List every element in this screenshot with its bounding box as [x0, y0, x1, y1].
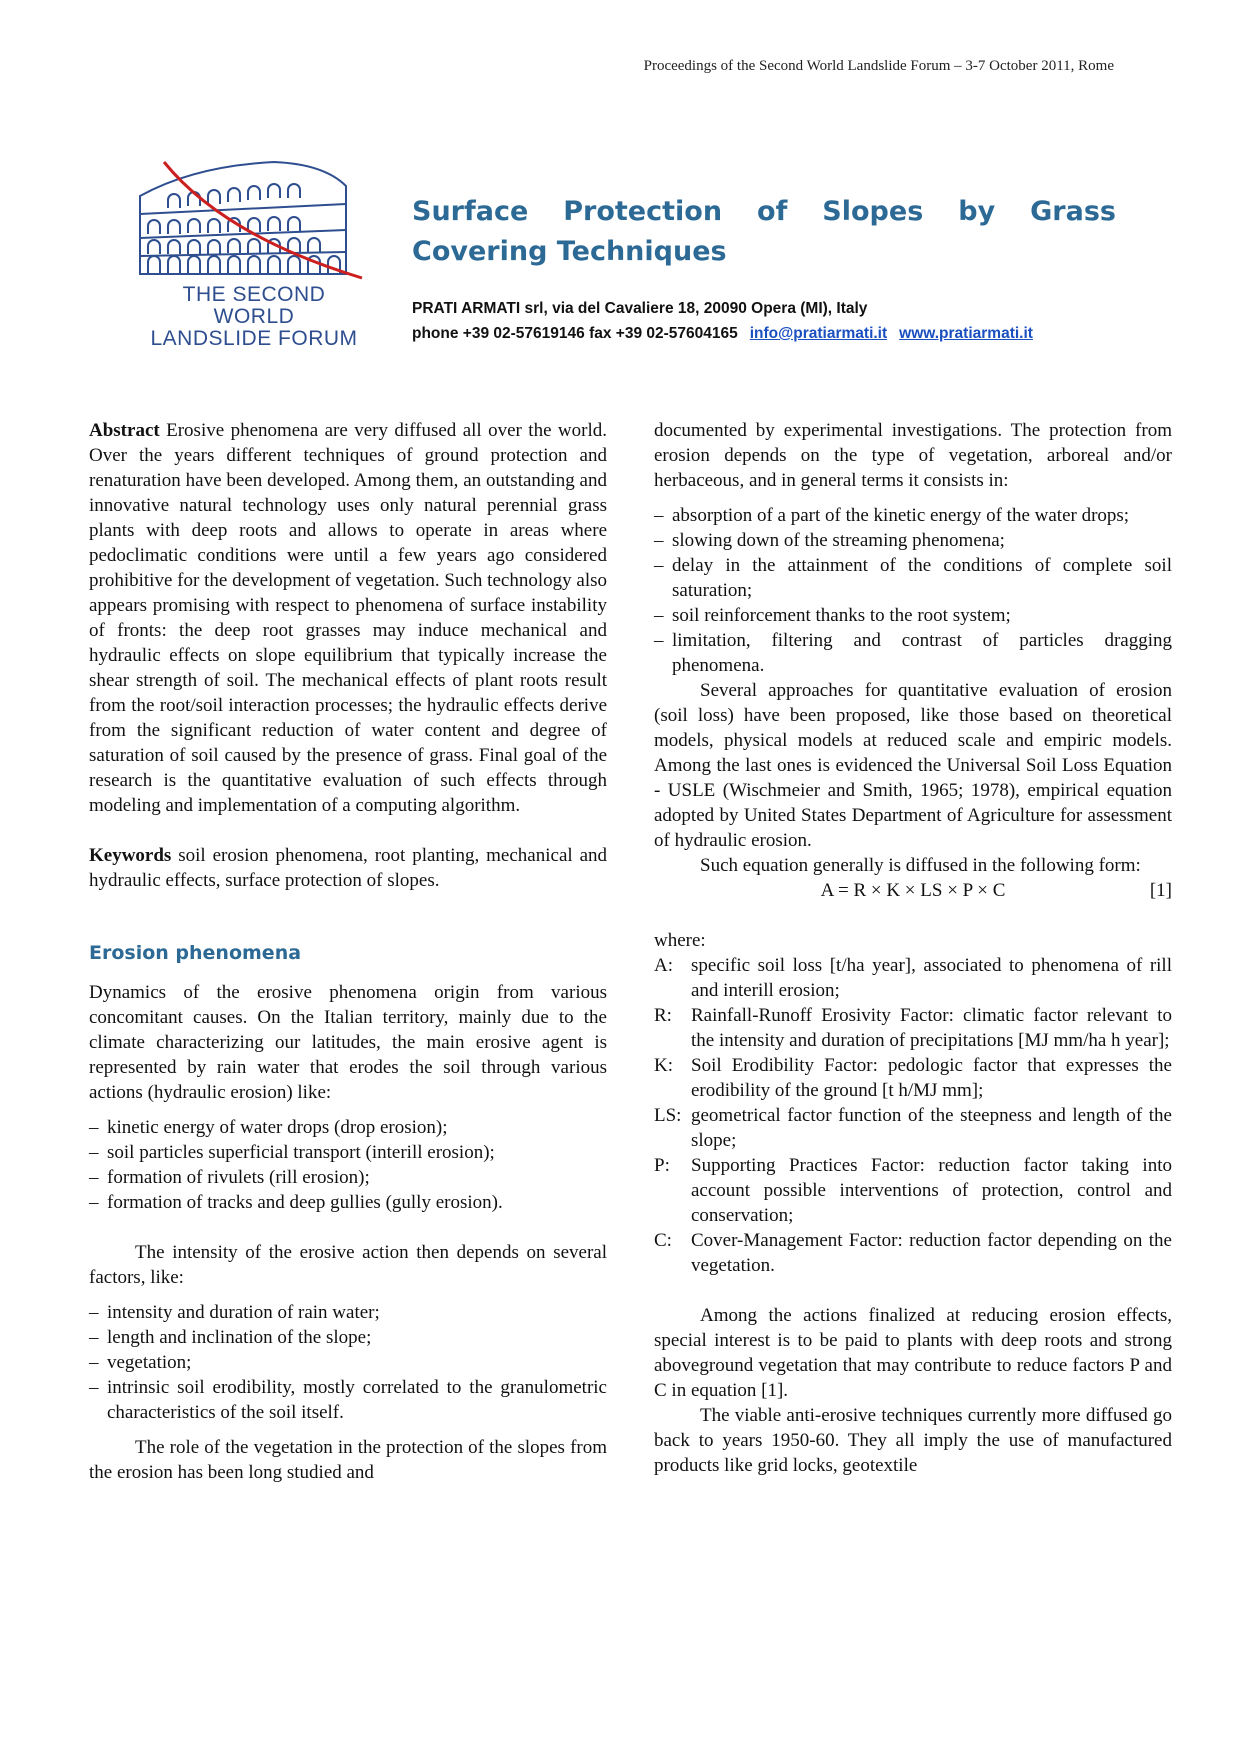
paragraph: Dynamics of the erosive phenomena origin from various concomitant causes. On the Italian territory, mainly due to the climate characterizing our latitudes, the main erosive agent is represented by rain water that erodes the soil through various actions (hydraulic erosion) like: [89, 982, 607, 1103]
definition-item [654, 953, 1172, 1003]
contact-line [412, 321, 1132, 346]
paragraph: Such equation generally is diffused in the following form: [700, 855, 1141, 876]
paragraph: documented by experimental investigations. The protection from erosion depends on the type of vegetation, arboreal and/or herbaceous, and in general terms it consists in: [654, 420, 1172, 491]
list-item: – formation of tracks and deep gullies (gully erosion). [89, 1190, 607, 1215]
list-item: – absorption of a part of the kinetic energy of the water drops; [654, 503, 1172, 528]
list-item: – limitation, filtering and contrast of particles dragging phenomena. [654, 628, 1172, 678]
definition-symbol: P: [654, 1155, 670, 1176]
paragraph: The viable anti-erosive techniques currently more diffused go back to years 1950-60. They all imply the use of manufactured products like grid locks, geotextile [654, 1405, 1172, 1476]
list-item: – intrinsic soil erodibility, mostly correlated to the granulometric characteristics of the soil itself. [89, 1375, 607, 1425]
logo-line-1: THE SECOND [182, 283, 326, 306]
abstract [89, 418, 607, 818]
keywords-text: soil erosion phenomena, root planting, mechanical and hydraulic effects, surface protection of slopes. [89, 845, 608, 891]
equation [654, 878, 1172, 903]
abstract-label: Abstract [89, 420, 160, 441]
list-item: – soil particles superficial transport (interill erosion); [89, 1140, 607, 1165]
right-column [654, 418, 1172, 1478]
definition-item [654, 1003, 1172, 1053]
definitions-list [654, 953, 1172, 1278]
paragraph: Among the actions finalized at reducing erosion effects, special interest is to be paid to plants with deep roots and strong aboveground vegetation that may contribute to reduce factors P and C in equation [1]. [654, 1305, 1172, 1401]
definition-text: Soil Erodibility Factor: pedologic factor that expresses the erodibility of the ground [t h/MJ mm]; [691, 1055, 1172, 1101]
logo-line-3: LANDSLIDE FORUM [150, 327, 358, 350]
list-item: – vegetation; [89, 1350, 607, 1375]
paragraph: The role of the vegetation in the protection of the slopes from the erosion has been long studied and [89, 1437, 607, 1483]
list-item: – intensity and duration of rain water; [89, 1300, 607, 1325]
list-item: – slowing down of the streaming phenomena; [654, 528, 1172, 553]
paragraph: Several approaches for quantitative evaluation of erosion (soil loss) have been proposed, like those based on theoretical models, physical models at reduced scale and empiric models. Among the last ones is evidenced the Universal Soil Loss Equation - USLE (Wischmeier and Smith, 1965; 1978), empirical equation adopted by United States Department of Agriculture for assessment of hydraulic erosion. [654, 680, 1172, 851]
list-item: – kinetic energy of water drops (drop erosion); [89, 1115, 607, 1140]
where-label: where: [654, 930, 706, 951]
factors-list [89, 1300, 607, 1425]
website-link[interactable]: www.pratiarmati.it [899, 325, 1033, 342]
abstract-text: Erosive phenomena are very diffused all over the world. Over the years different techniques of ground protection and renaturation have been developed. Among them, an outstanding and innovative natural technology uses only natural perennial grass plants with deep roots and allows to operate in areas where pedoclimatic conditions were until a few years ago considered prohibitive for the development of vegetation. Such technology also appears promising with respect to phenomena of surface instability of fronts: the deep root grasses may induce mechanical and hydraulic effects on slope equilibrium that typically increase the shear strength of soil. The mechanical effects of plant roots result from the root/soil interaction processes; the hydraulic effects derive from the significant reduction of water content and degree of saturation of soil caused by the presence of grass. Final goal of the research is the quantitative evaluation of such effects through modeling and implementation of a computing algorithm. [89, 420, 608, 816]
colosseum-logo-icon [134, 156, 364, 286]
affiliation: PRATI ARMATI srl, via del Cavaliere 18, 20090 Opera (MI), Italy [412, 300, 868, 317]
definition-text: geometrical factor function of the steepness and length of the slope; [691, 1105, 1172, 1151]
paper-title: Surface Protection of Slopes by Grass Covering Techniques [412, 196, 1116, 267]
definition-item [654, 1103, 1172, 1153]
protection-list [654, 503, 1172, 678]
logo-line-2: WORLD [213, 305, 295, 328]
equation-number: [1] [1149, 880, 1172, 901]
definition-item [654, 1053, 1172, 1103]
left-column [89, 418, 607, 1485]
definition-item [654, 1228, 1172, 1278]
running-head: Proceedings of the Second World Landslide Forum – 3-7 October 2011, Rome [643, 58, 1114, 74]
definition-text: specific soil loss [t/ha year], associated to phenomena of rill and interill erosion; [691, 955, 1172, 1001]
affiliation-block [412, 296, 1132, 346]
definition-symbol: LS: [654, 1105, 682, 1126]
email-link[interactable]: info@pratiarmati.it [749, 325, 888, 342]
list-item: – soil reinforcement thanks to the root system; [654, 603, 1172, 628]
definition-symbol: C: [654, 1230, 672, 1251]
definition-text: Cover-Management Factor: reduction factor depending on the vegetation. [691, 1230, 1172, 1276]
definition-symbol: R: [654, 1005, 672, 1026]
definition-text: Supporting Practices Factor: reduction factor taking into account possible interventions of protection, control and conservation; [691, 1155, 1172, 1226]
list-item: – delay in the attainment of the conditions of complete soil saturation; [654, 553, 1172, 603]
paragraph: The intensity of the erosive action then depends on several factors, like: [89, 1242, 607, 1288]
equation-body: A = R × K × LS × P × C [820, 880, 1006, 901]
definition-symbol: K: [654, 1055, 673, 1076]
list-item: – length and inclination of the slope; [89, 1325, 607, 1350]
list-item: – formation of rivulets (rill erosion); [89, 1165, 607, 1190]
definition-symbol: A: [654, 955, 673, 976]
definition-item [654, 1153, 1172, 1228]
causes-list [89, 1115, 607, 1215]
phone-fax: phone +39 02-57619146 fax +39 02-57604165 [412, 325, 738, 342]
logo-text [134, 284, 374, 350]
definition-text: Rainfall-Runoff Erosivity Factor: climatic factor relevant to the intensity and duration of precipitations [MJ mm/ha h year]; [691, 1005, 1172, 1051]
forum-logo [134, 156, 374, 356]
section-heading-erosion: Erosion phenomena [89, 942, 302, 964]
keywords-label: Keywords [89, 845, 172, 866]
keywords [89, 843, 607, 893]
